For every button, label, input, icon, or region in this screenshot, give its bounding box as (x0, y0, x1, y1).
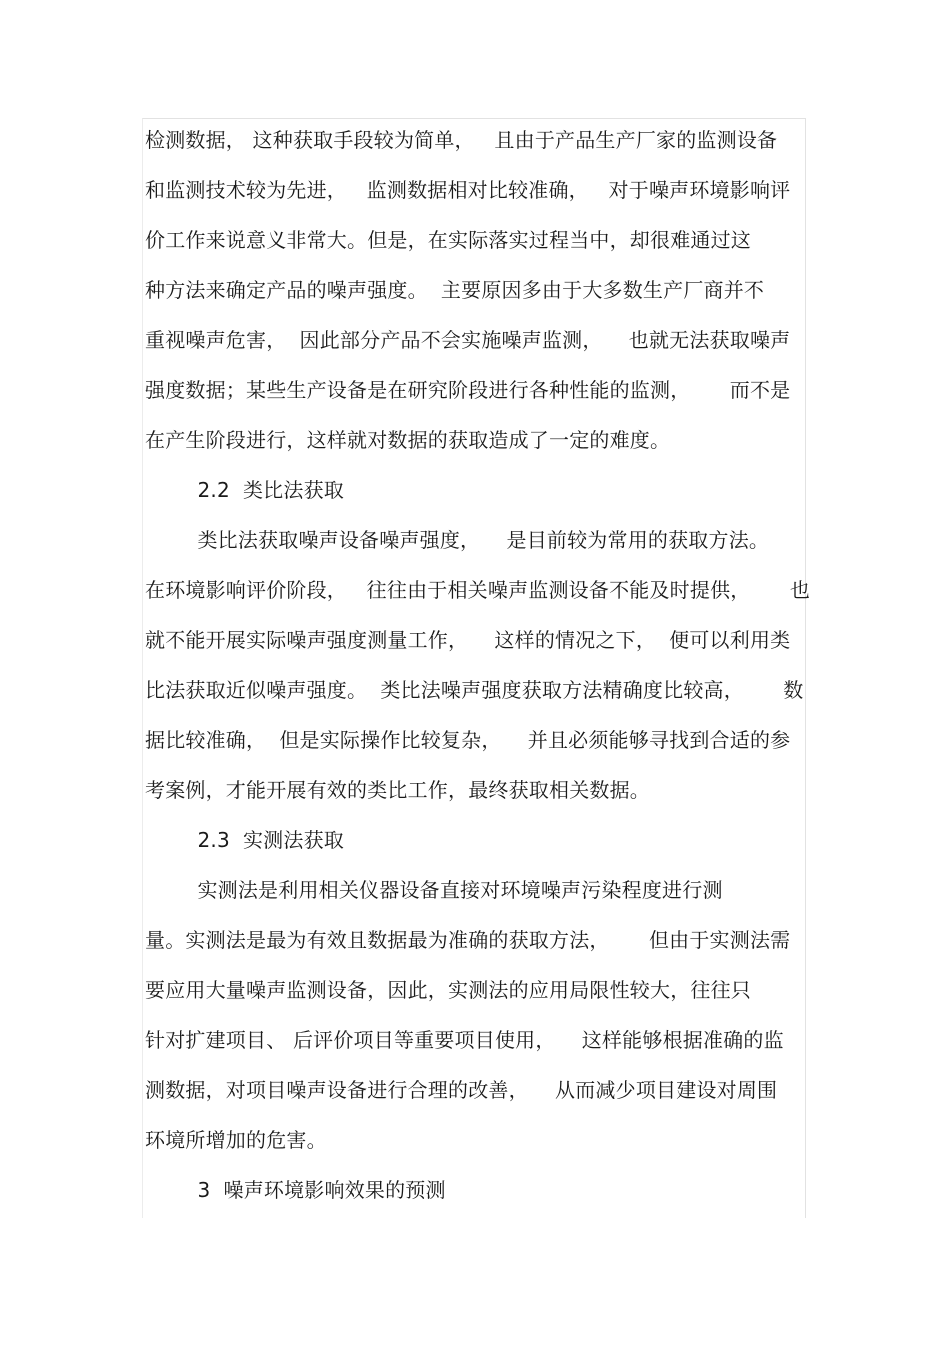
text-line: 考案例，才能开展有效的类比工作，最终获取相关数据。 (145, 778, 650, 802)
text-line: 要应用大量噪声监测设备，因此，实测法的应用局限性较大，往往只 (145, 978, 751, 1002)
text-line: 量。实测法是最为有效且数据最为准确的获取方法， 但由于实测法需 (145, 928, 791, 952)
text-line: 和监测技术较为先进， 监测数据相对比较准确， 对于噪声环境影响评 (145, 178, 791, 202)
text-line: 据比较准确， 但是实际操作比较复杂， 并且必须能够寻找到合适的参 (145, 728, 791, 752)
text-line: 测数据，对项目噪声设备进行合理的改善， 从而减少项目建设对周围 (145, 1078, 778, 1102)
section-heading: 3 噪声环境影响效果的预测 (145, 1178, 446, 1202)
text-line: 种方法来确定产品的噪声强度。 主要原因多由于大多数生产厂商并不 (145, 278, 765, 302)
text-line: 比法获取近似噪声强度。 类比法噪声强度获取方法精确度比较高， 数 (145, 678, 804, 702)
text-line: 针对扩建项目、 后评价项目等重要项目使用， 这样能够根据准确的监 (145, 1028, 784, 1052)
section-heading: 2.3 实测法获取 (145, 828, 344, 852)
text-line: 价工作来说意义非常大。但是，在实际落实过程当中，却很难通过这 (145, 228, 751, 252)
text-line: 强度数据；某些生产设备是在研究阶段进行各种性能的监测， 而不是 (145, 378, 791, 402)
text-line: 检测数据， 这种获取手段较为简单， 且由于产品生产厂家的监测设备 (145, 128, 778, 152)
text-line: 类比法获取噪声设备噪声强度， 是目前较为常用的获取方法。 (145, 528, 770, 552)
text-line: 在环境影响评价阶段， 往往由于相关噪声监测设备不能及时提供， 也 (145, 578, 811, 602)
text-line: 环境所增加的危害。 (145, 1128, 327, 1152)
section-heading: 2.2 类比法获取 (145, 478, 344, 502)
text-line: 实测法是利用相关仪器设备直接对环境噪声污染程度进行测 (145, 878, 723, 902)
text-line: 在产生阶段进行，这样就对数据的获取造成了一定的难度。 (145, 428, 671, 452)
text-line: 重视噪声危害， 因此部分产品不会实施噪声监测， 也就无法获取噪声 (145, 328, 791, 352)
text-line: 就不能开展实际噪声强度测量工作， 这样的情况之下， 便可以利用类 (145, 628, 791, 652)
